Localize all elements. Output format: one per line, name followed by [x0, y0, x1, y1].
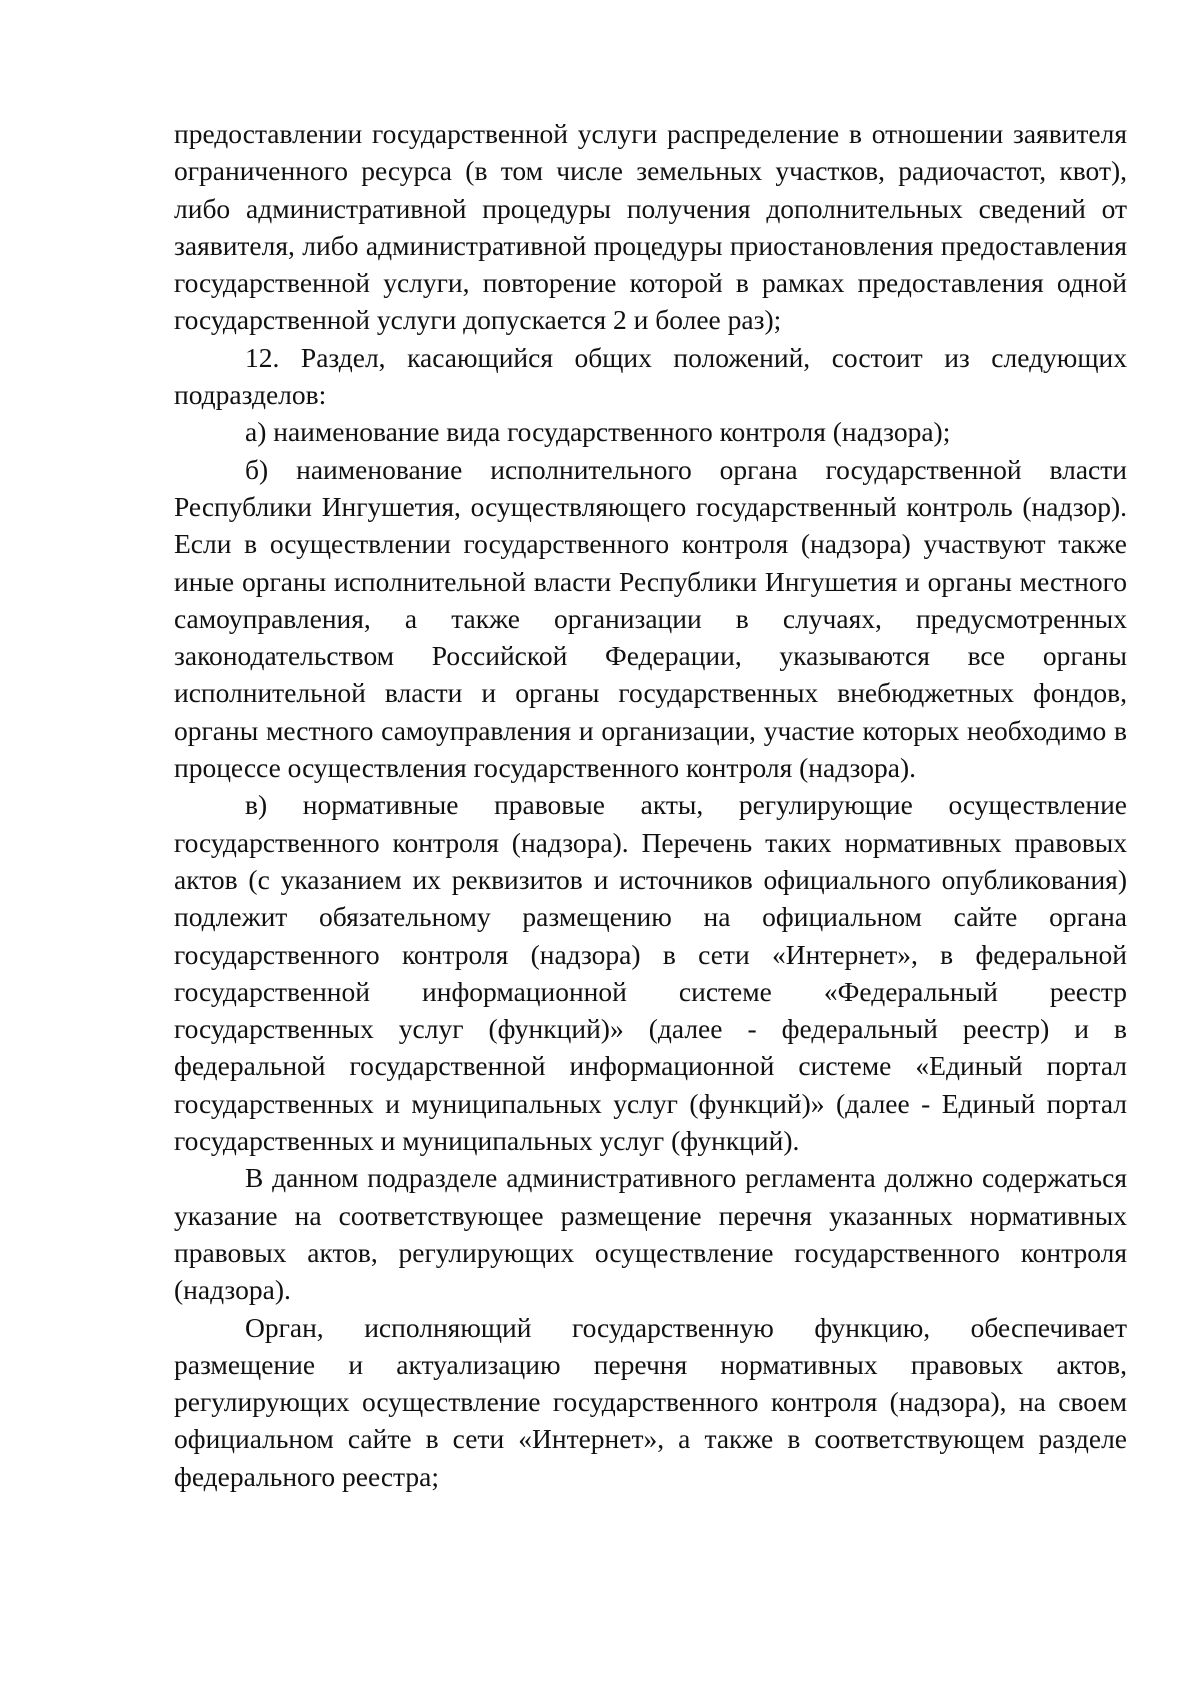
paragraph-item-a: а) наименование вида государственного контроля (надзора); [245, 416, 951, 448]
paragraph-continuation: предоставлении государственной услуги распределение в отношении заявителя ограниченного ресурса (в том числе земельных участков, радиочастот, квот), либо административной процедуры получения дополнительных сведений от заявителя, либо административной процедуры приостановления предоставления государственной услуги, повторение которой в рамках предоставления одной государственной услуги допускается 2 и более раз); [174, 118, 1127, 336]
paragraph-item-b: б) наименование исполнительного органа государственной власти Республики Ингушетия, осуществляющего государственный контроль (надзор). Если в осуществлении государственного контроля (надзора) участвуют также иные органы исполнительной власти Республики Ингушетия и органы местного самоуправления, а также организации в случаях, предусмотренных законодательством Российской Федерации, указываются все органы исполнительной власти и органы государственных внебюджетных фондов, органы местного самоуправления и организации, участие которых необходимо в процессе осуществления государственного контроля (надзора). [174, 453, 1127, 784]
paragraph-subsection-note: В данном подразделе административного регламента должно содержаться указание на соответствующее размещение перечня указанных нормативных правовых актов, регулирующих осуществление государственного контроля (надзора). [174, 1162, 1127, 1306]
document-body [174, 115, 1127, 1495]
paragraph-section-12: 12. Раздел, касающийся общих положений, состоит из следующих подразделов: [174, 341, 1127, 411]
paragraph-authority-duty: Орган, исполняющий государственную функцию, обеспечивает размещение и актуализацию перечня нормативных правовых актов, регулирующих осуществление государственного контроля (надзора), на своем официальном сайте в сети «Интернет», а также в соответствующем разделе федерального реестра; [174, 1311, 1127, 1492]
paragraph-item-v: в) нормативные правовые акты, регулирующие осуществление государственного контроля (надзора). Перечень таких нормативных правовых актов (с указанием их реквизитов и источников официального опубликования) подлежит обязательному размещению на официальном сайте органа государственного контроля (надзора) в сети «Интернет», в федеральной государственной информационной системе «Федеральный реестр государственных услуг (функций)» (далее - федеральный реестр) и в федеральной государственной информационной системе «Единый портал государственных и муниципальных услуг (функций)» (далее - Единый портал государственных и муниципальных услуг (функций). [174, 789, 1127, 1157]
